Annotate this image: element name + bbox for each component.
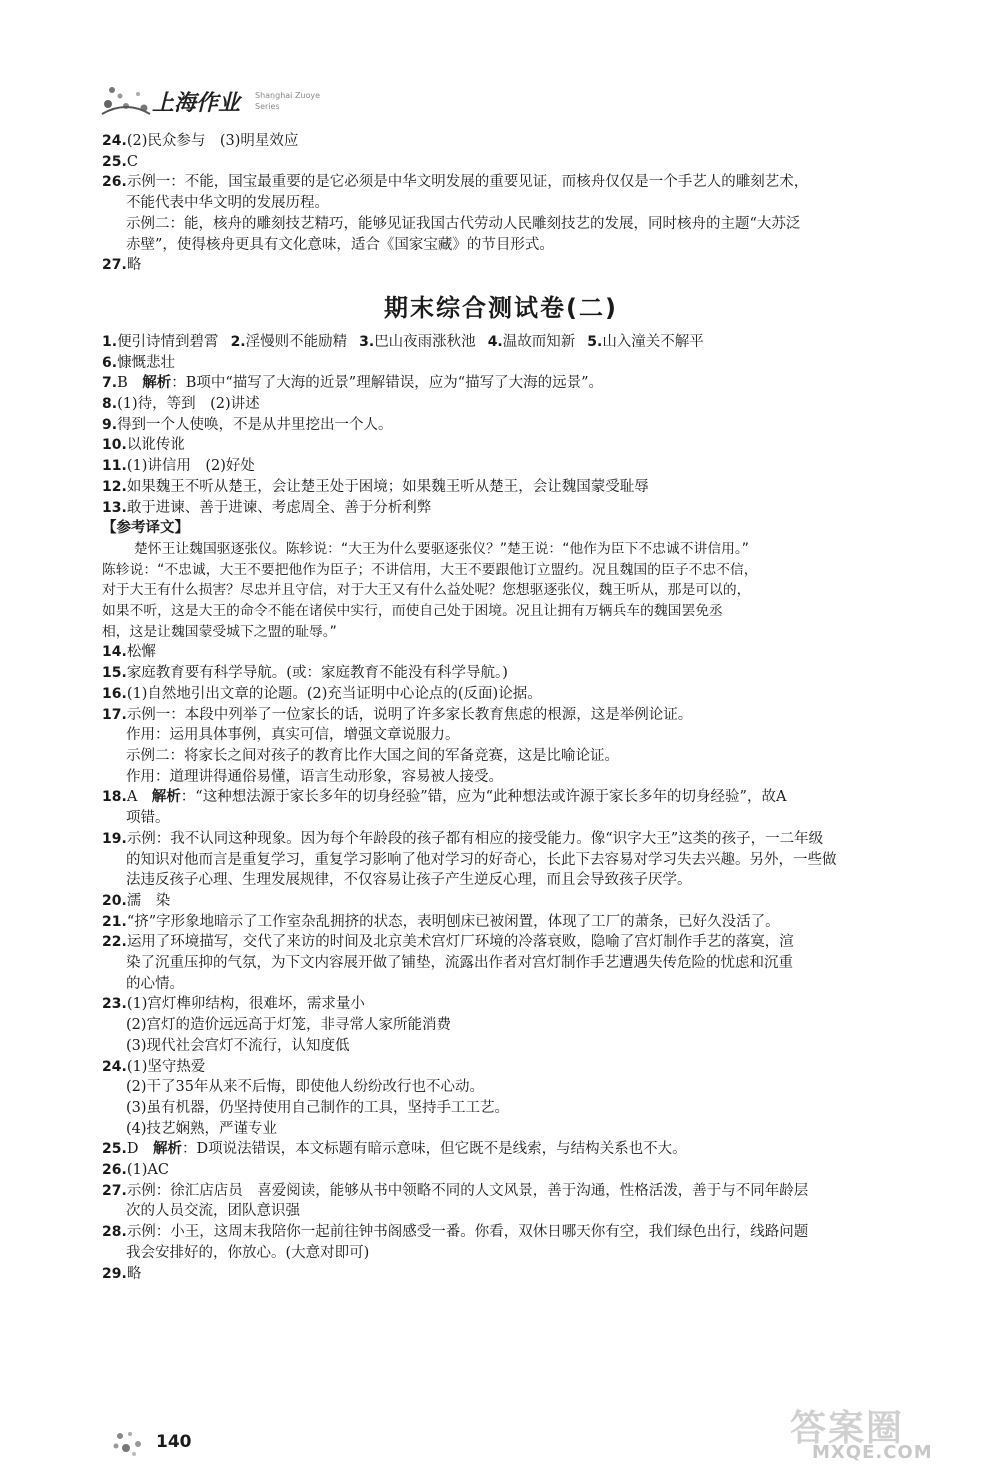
question-number: 12.: [102, 478, 127, 495]
answer-line: [102, 172, 900, 193]
answer-line: [102, 1036, 900, 1057]
answer-text: A: [126, 789, 138, 806]
answer-line: [102, 1222, 900, 1243]
translation-line: 相，这是让魏国蒙受城下之盟的耻辱。”: [102, 623, 337, 640]
question-number: 6.: [102, 354, 118, 371]
question-number: 11.: [102, 458, 127, 475]
answer-line: [102, 373, 900, 394]
question-number: 3.: [359, 333, 375, 350]
answer-text: (1)坚守热爱: [126, 1058, 206, 1075]
analysis-text: ：“这种想法源于家长多年的切身经验”错，应为“此种想法或许源于家长多年的切身经验”，故A: [180, 789, 787, 806]
answer-text: B: [117, 375, 128, 392]
answer-line: [102, 663, 900, 684]
answer-line: [102, 1139, 900, 1160]
page-number: 140: [156, 1432, 192, 1452]
answer-text: 敢于进谏、善于进谏、考虑周全、善于分析利弊: [126, 499, 432, 516]
question-number: 5.: [587, 333, 603, 350]
analysis-label: 解析: [152, 1141, 182, 1158]
question-number: 26.: [102, 1162, 127, 1179]
answer-line: [102, 1264, 900, 1285]
question-number: 27.: [102, 1182, 127, 1199]
answer-line: [102, 829, 900, 850]
question-number: 16.: [102, 685, 127, 702]
answer-line: [102, 193, 900, 214]
answer-text: 示例：小王，这周末我陪你一起前往钟书阁感受一番。你看，双休日哪天你有空，我们绿色出行，线路问题: [126, 1224, 809, 1241]
question-number: 1.: [102, 333, 118, 350]
answer-text: C: [126, 153, 138, 170]
answer-text: 山入潼关不解平: [602, 333, 704, 350]
question-number: 28.: [102, 1224, 127, 1241]
answer-line: [102, 1057, 900, 1078]
answer-text: 得到一个人使唤，不是从井里挖出一个人。: [117, 416, 393, 433]
answer-line: [102, 235, 900, 256]
answer-text: 的知识对他而言是重复学习，重复学习影响了他对学习的好奇心，长此下去容易对学习失去兴趣。另外，一些做: [126, 851, 837, 868]
translation-heading: [102, 518, 900, 539]
question-number: 2.: [230, 333, 246, 350]
answer-text: 我会安排好的，你放心。(大意对即可): [126, 1244, 370, 1261]
answer-text: 不能代表中华文明的发展历程。: [126, 195, 329, 212]
translation-heading-label: 【参考译文】: [102, 520, 189, 537]
watermark: [790, 1400, 990, 1462]
answer-text: 示例：徐汇店店员 喜爱阅读，能够从书中领略不同的人文风景，善于沟通，性格活泼，善于与不同年龄层: [126, 1182, 809, 1199]
answer-line: [102, 1119, 900, 1140]
header-decoration-icon: [100, 82, 152, 118]
answer-text: (2)宫灯的造价远远高于灯笼，非寻常人家所能消费: [126, 1017, 452, 1034]
answer-text: (1)待，等到 (2)讲述: [117, 396, 260, 413]
answer-line: [102, 214, 900, 235]
answer-text: 的心情。: [126, 975, 184, 992]
answer-line: [102, 705, 900, 726]
answer-line: [102, 932, 900, 953]
answers-14-29: [102, 642, 900, 1284]
answer-line: [102, 1015, 900, 1036]
question-number: 21.: [102, 913, 127, 930]
answer-text: 家庭教育要有科学导航。(或：家庭教育不能没有科学导航。): [126, 665, 508, 682]
answer-text: 示例一：本段中列举了一位家长的话，说明了许多家长教育焦虑的根源，这是举例论证。: [126, 706, 693, 723]
translation-line: 对于大王有什么损害？尽忠并且守信，对于大王又有什么益处呢？您想驱逐张仪，魏王听从，那是可以的，: [102, 582, 751, 599]
answer-text: 便引诗情到碧霄: [117, 333, 219, 350]
answer-text: (3)虽有机器，仍坚持使用自己制作的工具，坚持手工工艺。: [126, 1099, 510, 1116]
question-number: 26.: [102, 174, 127, 191]
answer-text: (1)AC: [126, 1162, 169, 1179]
answer-line: [102, 725, 900, 746]
answer-line: [102, 1098, 900, 1119]
question-number: 15.: [102, 665, 127, 682]
answer-content: [102, 131, 900, 1284]
question-number: 25.: [102, 1141, 127, 1158]
answer-text: (1)讲信用 (2)好处: [126, 458, 255, 475]
watermark-text: 答案圈: [790, 1408, 905, 1449]
analysis-label: 解析: [142, 375, 172, 392]
answer-text: 次的人员交流，团队意识强: [126, 1203, 300, 1220]
answer-text: (1)宫灯榫卯结构，很难坏，需求量小: [126, 996, 365, 1013]
answer-text: 如果魏王不听从楚王，会让楚王处于困境；如果魏王听从楚王，会让魏国蒙受耻辱: [126, 478, 649, 495]
answer-text: (2)干了35年从来不后悔，即使他人纷纷改行也不心动。: [126, 1079, 484, 1096]
answer-line: [102, 1243, 900, 1264]
answer-line: [102, 1201, 900, 1222]
answer-line: [102, 1160, 900, 1181]
answer-line: [102, 953, 900, 974]
question-number: 13.: [102, 499, 127, 516]
answer-text: 淫慢则不能励精: [245, 333, 348, 350]
answer-line: [102, 684, 900, 705]
question-number: 9.: [102, 416, 118, 433]
answer-text: 松懈: [126, 644, 156, 661]
answer-text: (4)技艺娴熟，严谨专业: [126, 1120, 278, 1137]
answer-text: 略: [126, 257, 142, 274]
answer-text: 项错。: [126, 810, 170, 827]
question-number: 19.: [102, 830, 127, 847]
translation-line: 如果不听，这是大王的命令不能在诸侯中实行，而使自己处于困境。况且让拥有万辆兵车的魏国罢免丞: [102, 603, 723, 620]
question-number: 20.: [102, 892, 127, 909]
answer-text: 示例：我不认同这种现象。因为每个年龄段的孩子都有相应的接受能力。像“识字大王”这类的孩子，一二年级: [126, 830, 824, 847]
answer-text: 巴山夜雨涨秋池: [374, 333, 476, 350]
footer-decoration-icon: [110, 1428, 152, 1458]
answer-text: 慷慨悲壮: [117, 354, 176, 371]
answer-text: “挤”字形象地暗示了工作室杂乱拥挤的状态，表明刨床已被闲置，体现了工厂的萧条，已好久没活了。: [126, 913, 780, 930]
analysis-text: ：B项中“描写了大海的近景”理解错误，应为“描写了大海的远景”。: [171, 375, 604, 392]
answer-line: [102, 1077, 900, 1098]
answer-line: [102, 353, 900, 374]
answer-text: 作用：运用具体事例，真实可信，增强文章说服力。: [126, 727, 460, 744]
question-number: 23.: [102, 996, 127, 1013]
answer-line: [102, 808, 900, 829]
header-subtitle-line: Series: [255, 102, 280, 111]
question-number: 14.: [102, 644, 127, 661]
question-number: 4.: [487, 333, 503, 350]
answer-line-q1-5: [102, 332, 900, 353]
analysis-text: ：D项说法错误，本文标题有暗示意味，但它既不是线索，与结构关系也不大。: [181, 1141, 687, 1158]
answer-line: [102, 152, 900, 173]
answer-text: 染了沉重压抑的气氛，为下文内容展开做了铺垫，流露出作者对宫灯制作手艺遭遇失传危险的忧虑和沉重: [126, 955, 793, 972]
answer-line: [102, 870, 900, 891]
answer-line: [102, 477, 900, 498]
answer-line: [102, 912, 900, 933]
translation-body: [102, 539, 900, 643]
page-footer: [110, 1428, 310, 1458]
answer-text: 示例二：将家长之间对孩子的教育比作大国之间的军备竞赛，这是比喻论证。: [126, 747, 619, 764]
answer-line: [102, 767, 900, 788]
answers-6-13: [102, 353, 900, 519]
answer-line: [102, 891, 900, 912]
answer-text: 示例二：能，核舟的雕刻技艺精巧，能够见证我国古代劳动人民雕刻技艺的发展，同时核舟的主题“大苏泛: [126, 215, 801, 232]
previous-test-answers: [102, 131, 900, 276]
answer-line: [102, 498, 900, 519]
answer-line: [102, 850, 900, 871]
answer-line: [102, 746, 900, 767]
answer-text: 赤壁”，使得核舟更具有文化意味，适合《国家宝藏》的节目形式。: [126, 236, 554, 253]
question-number: 10.: [102, 437, 127, 454]
header-subtitle-line: Shanghai Zuoye: [255, 91, 321, 100]
section-title: 期末综合测试卷(二): [384, 293, 618, 322]
header-brand: 上海作业: [152, 91, 241, 116]
answer-line: [102, 642, 900, 663]
answer-text: 温故而知新: [502, 333, 576, 350]
question-number: 24.: [102, 1058, 127, 1075]
answer-line: [102, 787, 900, 808]
question-number: 22.: [102, 934, 127, 951]
answer-text: 以讹传讹: [126, 437, 185, 454]
answer-line: [102, 131, 900, 152]
analysis-label: 解析: [151, 789, 181, 806]
question-number: 29.: [102, 1265, 127, 1282]
answer-line: [102, 994, 900, 1015]
answer-line: [102, 974, 900, 995]
translation-line: 陈轸说：“不忠诚，大王不要把他作为臣子；不讲信用，大王不要跟他订立盟约。况且魏国的臣子不忠不信，: [102, 561, 758, 578]
answer-text: 法违反孩子心理、生理发展规律，不仅容易让孩子产生逆反心理，而且会导致孩子厌学。: [126, 872, 692, 889]
answer-line: [102, 415, 900, 436]
answer-text: 运用了环境描写，交代了来访的时间及北京美术宫灯厂环境的冷落衰败，隐喻了宫灯制作手艺的落寞，渲: [126, 934, 794, 951]
question-number: 18.: [102, 789, 127, 806]
question-number: 7.: [102, 375, 118, 392]
header-subtitle: [255, 90, 320, 112]
answer-line: [102, 255, 900, 276]
question-number: 25.: [102, 153, 127, 170]
answer-text: 略: [126, 1265, 142, 1282]
answer-text: 示例一：不能，国宝最重要的是它必须是中华文明发展的重要见证，而核舟仅仅是一个手艺人的雕刻艺术，: [126, 174, 809, 191]
question-number: 27.: [102, 257, 127, 274]
answer-text: (2)民众参与 (3)明星效应: [126, 133, 299, 149]
question-number: 17.: [102, 706, 127, 723]
answer-text: 作用：道理讲得通俗易懂，语言生动形象，容易被人接受。: [126, 768, 503, 785]
answer-line: [102, 1181, 900, 1202]
answer-text: (1)自然地引出文章的论题。(2)充当证明中心论点的(反面)论据。: [126, 685, 542, 702]
answer-line: [102, 394, 900, 415]
page-header: [100, 80, 400, 120]
question-number: 8.: [102, 396, 118, 413]
watermark-url: MXQE.COM: [812, 1442, 933, 1463]
answer-text: 濡 染: [126, 892, 171, 909]
answer-line: [102, 435, 900, 456]
answer-text: (3)现代社会宫灯不流行，认知度低: [126, 1037, 350, 1054]
answer-text: D: [126, 1141, 139, 1158]
question-number: 24.: [102, 133, 127, 149]
answer-line: [102, 456, 900, 477]
translation-line: 楚怀王让魏国驱逐张仪。陈轸说：“大王为什么要驱逐张仪？”楚王说：“他作为臣下不忠诚不讲信用。”: [134, 540, 749, 557]
